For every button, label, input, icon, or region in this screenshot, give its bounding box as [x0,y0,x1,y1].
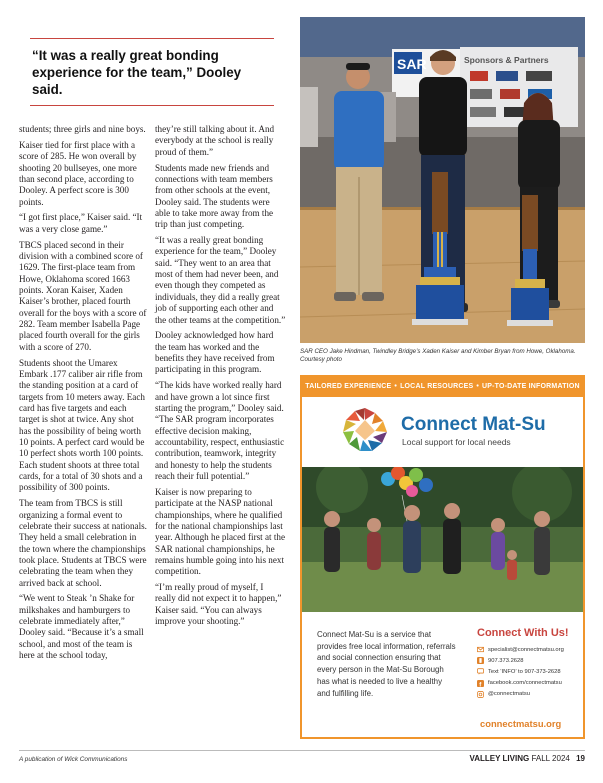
contact-instagram-text: @connectmatsu [488,691,530,698]
ad-tagline: Local support for local needs [402,437,511,447]
contact-instagram[interactable] [477,689,582,700]
ad-banner-separator: • [476,383,479,390]
connect-matsu-ad[interactable] [300,375,585,739]
magazine-name: VALLEY LIVING [469,754,530,763]
ad-brand-name: Connect Mat-Su [401,414,546,435]
paragraph: students; three girls and nine boys. [19,124,146,134]
connect-with-us-heading: Connect With Us! [477,627,569,639]
paragraph: The team from TBCS is still organizing a formal event to celebrate their success at nationals. They held a small celebration in the town where the championships took place. Students at TBCS were celebrating the team when they arrived back at school. [19,498,147,588]
paragraph: Students made new friends and connections with team members from other schools at the event, Dooley said. The students were able to take more away from the trip than just competing. [155,162,274,230]
photo-caption: SAR CEO Jake Hindman, Twindley Bridge’s Xaden Kaiser and Kimber Bryan from Howe, Oklahoma. Courtesy photo [300,348,576,363]
ad-banner-item: UP-TO-DATE INFORMATION [482,383,580,390]
paragraph: “We went to Steak ’n Shake for milkshakes and hamburgers to celebrate immediately after,” Dooley said. “Because it’s a small school, and most of the team is here at the school today, [19,593,144,661]
email-icon [477,646,484,653]
ad-banner-item: TAILORED EXPERIENCE [305,383,392,390]
paragraph: Students shoot the Umarex Embark .177 caliber air rifle from the standing position at a card of targets from 10 meters away. Each card has five targets and each target is shot at twice. Any shot has the possibility of being worth 10 points. A perfect card would be 10 perfect shots worth 100 points. Each student shoots at three total cards, for a total of 30 shots and a possibility of 300 points. [19,357,145,493]
contact-text-message-text: Text ‘INFO’ to 907-373-2628 [488,668,561,675]
contact-email[interactable] [477,644,582,655]
award-photo [300,17,585,343]
svg-text:f: f [479,680,482,687]
issue-label: FALL 2024 [531,754,570,763]
contact-facebook-text: facebook.com/connectmatsu [488,680,562,687]
article-column-2 [155,124,286,632]
banner-sar-text: SAR [397,56,427,72]
facebook-icon [477,680,484,687]
paragraph: “The kids have worked really hard and have grown a lot since first starting the program,” Dooley said. “The SAR program incorporates effective decision making, accountability, respect, enthusiastic contribution, teamwork, integrity and honesty to help the students reach their full potential.” [155,380,285,481]
paragraph: “I got first place,” Kaiser said. “It was a very close game.” [19,212,143,234]
banner-sponsors-text: Sponsors & Partners [464,55,549,65]
pull-quote-text: “It was a really great bonding experience for the team,” Dooley said. [32,48,242,97]
text-message-icon [477,668,484,675]
article-column-1 [19,124,147,666]
ad-family-photo [302,467,583,612]
paragraph: they’re still talking about it. And everybody at the school is really proud of them.” [155,124,275,157]
connect-matsu-logo-icon [342,407,388,453]
phone-icon [477,657,484,664]
contact-email-text: specialist@connectmatsu.org [488,646,564,653]
footer-rule [19,750,585,751]
paragraph: Dooley acknowledged how hard the team has worked and the benefits they have received from participating in this program. [155,330,275,375]
page-number: 19 [576,754,585,763]
paragraph: TBCS placed second in their division with a combined score of 1629. The first-place team from Howe, Oklahoma scored 1663 points. Xoran Kaiser, Xaden Kaiser’s brother, placed fourth overall for the boys with a score of 282. Team member Isabella Page placed fourth overall for the girls with a score of 270. [19,239,147,352]
contact-text-message[interactable] [477,666,582,677]
paragraph: “It was a really great bonding experience for the team,” Dooley said. “They went to an area that most of them had never been, and even though they competed as individuals, they did a really great job of supporting each other and the other teams at the competition.” [155,235,286,325]
ad-banner-separator: • [394,383,398,390]
pull-quote-bottom-rule [30,105,274,106]
ad-description: Connect Mat-Su is a service that provides free local information, referrals and social connection ensuring that every person in the Mat-Su Borough has what is needed to live a healthy and fulfilling life. [317,630,456,698]
contact-phone-text: 907.373.2628 [488,657,524,664]
instagram-icon [477,691,484,698]
contact-phone[interactable] [477,655,582,666]
paragraph: Kaiser tied for first place with a score of 285. He won overall by shooting 20 bullseyes, one more than second place, according to Dooley. A perfect score is 300 points. [19,139,137,207]
footer-publication: A publication of Wick Communications [19,756,128,763]
contact-facebook[interactable] [477,678,582,689]
pull-quote [30,38,274,106]
ad-banner-item: LOCAL RESOURCES [400,383,474,390]
ad-contact-list [477,627,582,700]
ad-website-link[interactable]: connectmatsu.org [480,718,562,729]
paragraph: “I’m really proud of myself, I really did not expect it to happen,” Kaiser said. “You can always improve your shooting.” [155,582,282,627]
ad-banner [302,377,583,397]
paragraph: Kaiser is now preparing to participate at the NASP national championships, where he qualified for the national championships last year. Although he placed first at the SAR national championships, he remains humble going into his next competition. [155,486,285,577]
footer-folio [470,754,586,763]
